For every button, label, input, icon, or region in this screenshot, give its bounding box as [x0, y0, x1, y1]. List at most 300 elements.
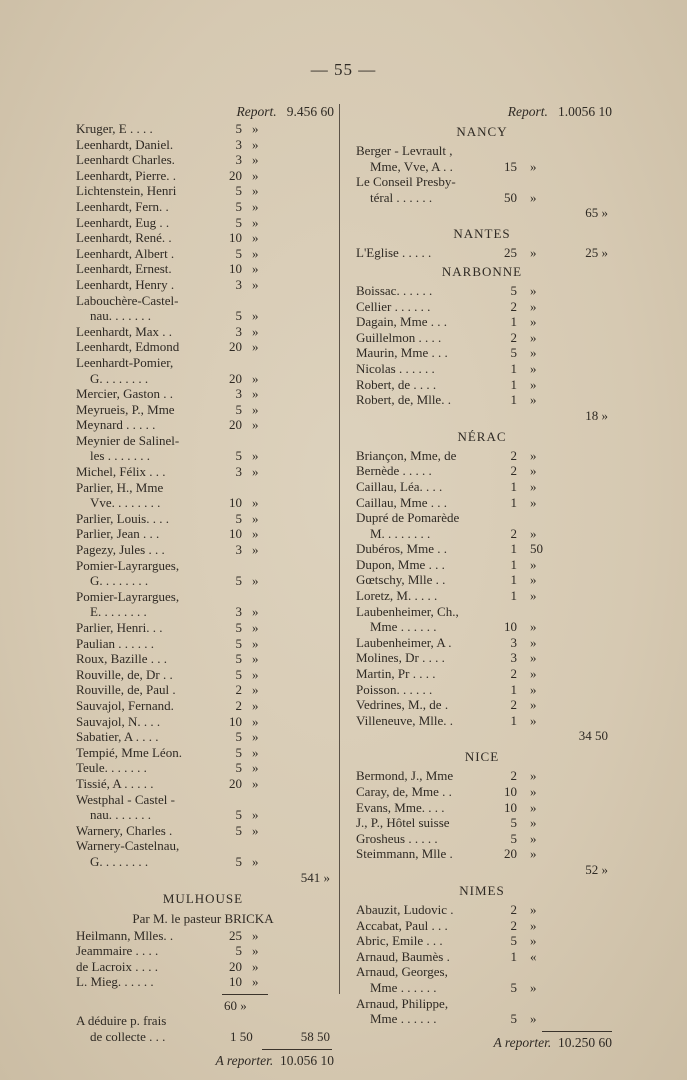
amount-centimes: »	[530, 158, 537, 174]
amount-francs: 5	[510, 282, 517, 298]
subtotal-line	[352, 862, 612, 880]
donor-name: Labouchère-Castel-	[76, 292, 179, 308]
donor-name: Berger - Levrault ,	[356, 143, 453, 158]
donor-name: Evans, Mme. . . .	[356, 799, 445, 815]
list-item	[352, 541, 612, 557]
donor-name: Parlier, H., Mme	[76, 479, 164, 495]
amount-francs: 5	[510, 830, 517, 846]
entry-list	[72, 121, 334, 870]
amount-centimes: »	[530, 619, 537, 635]
amount-centimes: »	[252, 448, 259, 464]
amount-francs: 10	[229, 230, 242, 246]
donor-name: Laubenheimer, A .	[356, 634, 452, 650]
list-item	[72, 714, 334, 730]
amount-centimes: »	[530, 681, 537, 697]
list-item	[352, 557, 612, 573]
amount-francs: 5	[235, 943, 242, 959]
amount-francs: 3	[235, 386, 242, 402]
list-item	[352, 831, 612, 847]
list-item	[72, 417, 334, 433]
list-item	[72, 620, 334, 636]
amount-centimes: »	[530, 815, 537, 831]
donor-name: de Lacroix . . . .	[76, 958, 158, 974]
donor-name: E. . . . . . . .	[90, 604, 147, 620]
amount-francs: 3	[235, 323, 242, 339]
list-item	[352, 697, 612, 713]
list-item	[352, 949, 612, 965]
list-item	[352, 190, 612, 206]
list-item	[72, 261, 334, 277]
amount-centimes: »	[252, 775, 259, 791]
donor-name: Bermond, J., Mme	[356, 768, 454, 784]
list-item	[72, 277, 334, 293]
donor-name: Leenhardt, Fern. .	[76, 198, 169, 214]
donor-name: Leenhardt, Edmond	[76, 339, 180, 355]
donor-name: L'Eglise . . . . .	[356, 245, 432, 261]
amount-francs: 5	[235, 510, 242, 526]
donor-name: Briançon, Mme, de	[356, 447, 457, 463]
donor-name: Villeneuve, Mlle. .	[356, 712, 454, 728]
list-item	[72, 495, 334, 511]
list-item	[72, 729, 334, 745]
donor-name: Bernède . . . . .	[356, 463, 432, 479]
amount-francs: 3	[235, 604, 242, 620]
section-list	[352, 121, 612, 1027]
list-item	[352, 377, 612, 393]
amount-centimes: »	[530, 666, 537, 682]
list-item	[352, 918, 612, 934]
amount-centimes: »	[252, 958, 259, 974]
donor-name: les . . . . . . .	[90, 448, 150, 464]
list-item	[72, 371, 334, 387]
amount-centimes: »	[252, 713, 259, 729]
list-item	[72, 293, 334, 309]
amount-centimes: »	[530, 1011, 537, 1027]
amount-centimes: »	[252, 542, 259, 558]
amount-francs: 5	[235, 448, 242, 464]
section-subtitle: Par M. le pasteur BRICKA	[132, 910, 274, 926]
donor-name: Paulian . . . . . .	[76, 635, 154, 651]
list-item	[352, 345, 612, 361]
amount-centimes: »	[252, 760, 259, 776]
report-line	[72, 104, 334, 121]
donor-name: Steimmann, Mlle .	[356, 846, 453, 862]
donor-name: Warnery-Castelnau,	[76, 838, 180, 854]
subtotal-value: 52 »	[585, 861, 608, 877]
amount-francs: 5	[235, 760, 242, 776]
net-amount: 58 50	[300, 1029, 330, 1045]
donor-name: Meyrueis, P., Mme	[76, 401, 175, 417]
subtotal-line	[72, 870, 334, 888]
amount-francs: 5	[235, 198, 242, 214]
donor-name: Leenhardt-Pomier,	[76, 354, 174, 370]
amount-francs: 5	[510, 1011, 517, 1027]
amount-centimes: »	[530, 979, 537, 995]
donor-name: Caillau, Léa. . . .	[356, 478, 443, 494]
amount-francs: 1	[510, 556, 517, 572]
amount-centimes: »	[252, 136, 259, 152]
donor-name: Kruger, E . . . .	[76, 121, 153, 136]
donor-name: Dagain, Mme . . .	[356, 314, 447, 330]
amount-centimes: »	[530, 298, 537, 314]
list-item	[352, 588, 612, 604]
amount-francs: 1	[510, 376, 517, 392]
donor-name: Sabatier, A . . . .	[76, 729, 159, 745]
amount-francs: 20	[229, 370, 242, 386]
amount-francs: 5	[235, 183, 242, 199]
amount-centimes: »	[530, 901, 537, 917]
amount-centimes: »	[252, 620, 259, 635]
list-item	[352, 143, 612, 159]
amount-centimes: »	[252, 386, 259, 402]
section-title: NIMES	[459, 882, 505, 898]
list-item	[72, 573, 334, 589]
list-item	[352, 495, 612, 511]
list-item	[352, 604, 612, 620]
donor-name: M. . . . . . . .	[370, 525, 431, 541]
donor-name: Heilmann, Mlles. .	[76, 927, 174, 943]
list-item	[72, 959, 334, 975]
amount-francs: 2	[510, 463, 517, 479]
donor-name: Pomier-Layrargues,	[76, 588, 180, 604]
amount-francs: 5	[510, 933, 517, 949]
list-item	[72, 698, 334, 714]
amount-francs: 2	[235, 697, 242, 713]
amount-centimes: »	[252, 167, 259, 183]
subtotal-line	[352, 205, 612, 223]
list-item	[352, 392, 612, 408]
total-rule	[262, 1049, 332, 1050]
list-item	[72, 542, 334, 558]
amount-francs: 10	[229, 974, 242, 990]
donor-name: Loretz, M. . . . .	[356, 588, 438, 604]
list-item	[72, 511, 334, 527]
amount-centimes: »	[252, 121, 259, 136]
list-item	[72, 760, 334, 776]
list-item	[72, 928, 334, 944]
list-item	[72, 854, 334, 870]
donor-name: Leenhardt, Albert .	[76, 245, 175, 261]
donor-name: Abric, Emile . . .	[356, 933, 443, 949]
amount-centimes: »	[252, 276, 259, 292]
list-item	[352, 768, 612, 784]
donor-name: Westphal - Castel -	[76, 791, 175, 807]
donor-name: Arnaud, Georges,	[356, 964, 448, 980]
donor-name: nau. . . . . . .	[90, 308, 152, 324]
amount-centimes: »	[252, 744, 259, 760]
amount-francs: 1	[510, 478, 517, 494]
amount-francs: 3	[235, 542, 242, 558]
list-item	[72, 121, 334, 137]
amount-francs: 1	[510, 572, 517, 588]
subtotal-line	[352, 408, 612, 426]
left-column	[72, 104, 334, 1070]
list-item	[352, 174, 612, 190]
amount-centimes: »	[530, 494, 537, 510]
list-item	[352, 846, 612, 862]
amount-centimes: »	[252, 651, 259, 667]
list-item	[352, 299, 612, 315]
donor-name: Michel, Félix . . .	[76, 464, 166, 480]
list-item	[72, 807, 334, 823]
subtotal-line	[352, 728, 612, 746]
amount-centimes: »	[530, 360, 537, 376]
amount-francs: 5	[510, 345, 517, 361]
amount-centimes: »	[530, 784, 537, 799]
amount-francs: 3	[235, 136, 242, 152]
amount-francs: 25	[229, 927, 242, 943]
list-item	[72, 230, 334, 246]
sum-value: 60 »	[224, 997, 247, 1013]
donor-name: Gœtschy, Mlle . .	[356, 572, 446, 588]
list-item	[72, 667, 334, 683]
list-item	[72, 943, 334, 959]
list-item	[352, 635, 612, 651]
list-item	[72, 464, 334, 480]
amount-centimes: »	[252, 974, 259, 990]
donor-name: Mme . . . . . .	[370, 619, 437, 635]
donor-name: Dubéros, Mme . .	[356, 541, 447, 557]
amount-francs: 25	[504, 245, 517, 261]
amount-centimes: »	[530, 933, 537, 949]
amount-centimes: »	[252, 822, 259, 838]
carry-value: 10.250 60	[558, 1034, 612, 1050]
entry-list	[72, 928, 334, 990]
amount-francs: 5	[510, 815, 517, 831]
amount-centimes: »	[252, 401, 259, 417]
amount-centimes: »	[252, 927, 259, 943]
list-item	[72, 433, 334, 449]
list-item	[72, 402, 334, 418]
report-value: 1.0056 10	[558, 104, 612, 119]
donor-name: Parlier, Jean . . .	[76, 526, 160, 542]
donor-name: J., P., Hôtel suisse	[356, 815, 450, 831]
amount-francs: 10	[229, 526, 242, 542]
donor-name: Mme, Vve, A . .	[370, 158, 453, 174]
list-item	[72, 974, 334, 990]
list-item	[352, 361, 612, 377]
carry-label: A reporter.	[493, 1034, 552, 1050]
donor-name: Sauvajol, Fernand.	[76, 697, 174, 713]
list-item	[352, 933, 612, 949]
donor-name: G. . . . . . . .	[90, 370, 149, 386]
amount-centimes: »	[252, 323, 259, 339]
amount-centimes: »	[530, 329, 537, 345]
amount-francs: 5	[235, 729, 242, 745]
list-item	[72, 183, 334, 199]
amount-francs: 3	[235, 276, 242, 292]
donor-name: Grosheus . . . . .	[356, 830, 438, 846]
donor-name: Maurin, Mme . . .	[356, 345, 448, 361]
amount-francs: 20	[229, 167, 242, 183]
donor-name: Robert, de, Mlle. .	[356, 392, 451, 408]
donor-name: Caray, de, Mme . .	[356, 784, 452, 799]
carry-value: 10.056 10	[280, 1052, 334, 1068]
amount-francs: 2	[510, 901, 517, 917]
donor-name: Cellier . . . . . .	[356, 298, 431, 314]
amount-centimes: »	[530, 463, 537, 479]
amount-francs: 1	[510, 681, 517, 697]
list-item	[352, 510, 612, 526]
list-item	[352, 964, 612, 980]
list-item	[352, 800, 612, 816]
amount-francs: 2	[510, 917, 517, 933]
deduct-amount: 1 50	[230, 1029, 253, 1045]
amount-francs: 20	[229, 339, 242, 355]
amount-francs: 5	[235, 635, 242, 651]
donor-name: Nicolas . . . . . .	[356, 360, 435, 376]
list-item	[72, 682, 334, 698]
amount-francs: 1	[510, 948, 517, 964]
deduct-line	[72, 1029, 334, 1045]
amount-centimes: »	[252, 339, 259, 355]
amount-francs: 1	[510, 712, 517, 728]
amount-centimes: »	[252, 510, 259, 526]
amount-francs: 2	[510, 768, 517, 784]
donor-name: Parlier, Henri. . .	[76, 620, 163, 635]
amount-francs: 5	[235, 308, 242, 324]
amount-centimes: »	[252, 495, 259, 511]
list-item	[72, 324, 334, 340]
section-total: 25 »	[585, 245, 608, 261]
sum-rule-row	[72, 990, 334, 998]
donor-name: Pagezy, Jules . . .	[76, 542, 165, 558]
amount-centimes: »	[530, 588, 537, 604]
carry-line	[352, 1035, 612, 1052]
list-item	[72, 308, 334, 324]
list-item	[72, 558, 334, 574]
amount-centimes: »	[252, 464, 259, 480]
amount-centimes: »	[530, 650, 537, 666]
list-item	[352, 314, 612, 330]
donor-name: Warnery, Charles .	[76, 822, 173, 838]
amount-centimes: »	[530, 478, 537, 494]
donor-name: Boissac. . . . . .	[356, 282, 433, 298]
donor-name: G. . . . . . . .	[90, 573, 149, 589]
donor-name: Leenhardt, Daniel.	[76, 136, 174, 152]
amount-francs: 1	[510, 360, 517, 376]
donor-name: G. . . . . . . .	[90, 853, 149, 869]
list-item	[352, 902, 612, 918]
amount-francs: 2	[510, 697, 517, 713]
sum-rule	[222, 994, 268, 995]
donor-name: Dupon, Mme . . .	[356, 556, 445, 572]
amount-centimes: »	[530, 572, 537, 588]
amount-francs: 15	[504, 158, 517, 174]
donor-name: Robert, de . . . .	[356, 376, 437, 392]
amount-francs: 10	[504, 799, 517, 815]
list-item	[72, 526, 334, 542]
amount-centimes: »	[252, 573, 259, 589]
amount-centimes: »	[252, 214, 259, 230]
amount-francs: 5	[235, 121, 242, 136]
amount-centimes: »	[252, 943, 259, 959]
deduct-line	[72, 1013, 334, 1029]
donor-name: Molines, Dr . . . .	[356, 650, 445, 666]
section-title: NICE	[464, 749, 500, 765]
donor-name: L. Mieg. . . . . .	[76, 974, 154, 990]
amount-centimes: »	[252, 853, 259, 869]
donor-name: Leenhardt Charles.	[76, 152, 175, 168]
section-title: NARBONNE	[441, 263, 523, 279]
donor-name: Sauvajol, N. . . .	[76, 713, 161, 729]
amount-centimes: »	[530, 768, 537, 784]
amount-francs: 1	[510, 314, 517, 330]
list-item	[352, 245, 612, 261]
amount-francs: 3	[510, 634, 517, 650]
donor-name: Leenhardt, René. .	[76, 230, 172, 246]
total-rule	[542, 1031, 612, 1032]
list-item	[72, 604, 334, 620]
donor-name: Accabat, Paul . . .	[356, 917, 448, 933]
donor-name: Pomier-Layrargues,	[76, 557, 180, 573]
donor-name: Jeammaire . . . .	[76, 943, 159, 959]
donor-name: téral . . . . . .	[370, 189, 433, 205]
column-separator	[339, 104, 340, 994]
amount-centimes: »	[530, 345, 537, 361]
amount-francs: 1	[510, 541, 517, 557]
amount-francs: 2	[510, 666, 517, 682]
amount-centimes: »	[252, 370, 259, 386]
amount-francs: 2	[235, 682, 242, 698]
list-item	[352, 479, 612, 495]
donor-name: Tempié, Mme Léon.	[76, 744, 182, 760]
carry-label: A reporter.	[215, 1052, 274, 1068]
section-title: NANTES	[453, 226, 511, 242]
amount-centimes: »	[252, 245, 259, 261]
amount-centimes: »	[530, 282, 537, 298]
list-item	[72, 355, 334, 371]
list-item	[72, 636, 334, 652]
donor-name: Caillau, Mme . . .	[356, 494, 447, 510]
amount-francs: 5	[235, 744, 242, 760]
donor-name: Abauzit, Ludovic .	[356, 901, 454, 917]
amount-centimes: »	[252, 666, 259, 682]
donor-name: Meynard . . . . .	[76, 417, 156, 433]
list-item	[72, 168, 334, 184]
list-item	[72, 199, 334, 215]
donor-name: Leenhardt, Ernest.	[76, 261, 172, 277]
amount-francs: 10	[504, 619, 517, 635]
report-label: Report.	[236, 104, 277, 119]
amount-francs: 5	[235, 651, 242, 667]
amount-francs: 20	[229, 775, 242, 791]
amount-centimes: »	[530, 917, 537, 933]
donor-name: Rouville, de, Paul .	[76, 682, 176, 698]
amount-francs: 1	[510, 588, 517, 604]
amount-francs: 10	[229, 713, 242, 729]
report-value: 9.456 60	[286, 104, 334, 119]
donor-name: Tissié, A . . . . .	[76, 775, 154, 791]
donor-name: Leenhardt, Eug . .	[76, 214, 170, 230]
amount-francs: 5	[235, 214, 242, 230]
amount-centimes: »	[252, 261, 259, 277]
amount-centimes: »	[252, 526, 259, 542]
list-item	[352, 784, 612, 800]
amount-centimes: »	[530, 846, 537, 862]
amount-francs: 3	[235, 464, 242, 480]
donor-name: Lichtenstein, Henri	[76, 183, 177, 199]
list-item	[352, 1011, 612, 1027]
amount-centimes: »	[530, 556, 537, 572]
amount-centimes: »	[530, 830, 537, 846]
amount-francs: 2	[510, 447, 517, 463]
amount-centimes: »	[252, 635, 259, 651]
amount-francs: 50	[504, 189, 517, 205]
amount-francs: 5	[235, 573, 242, 589]
amount-francs: 3	[235, 152, 242, 168]
donor-name: Roux, Bazille . . .	[76, 651, 167, 667]
